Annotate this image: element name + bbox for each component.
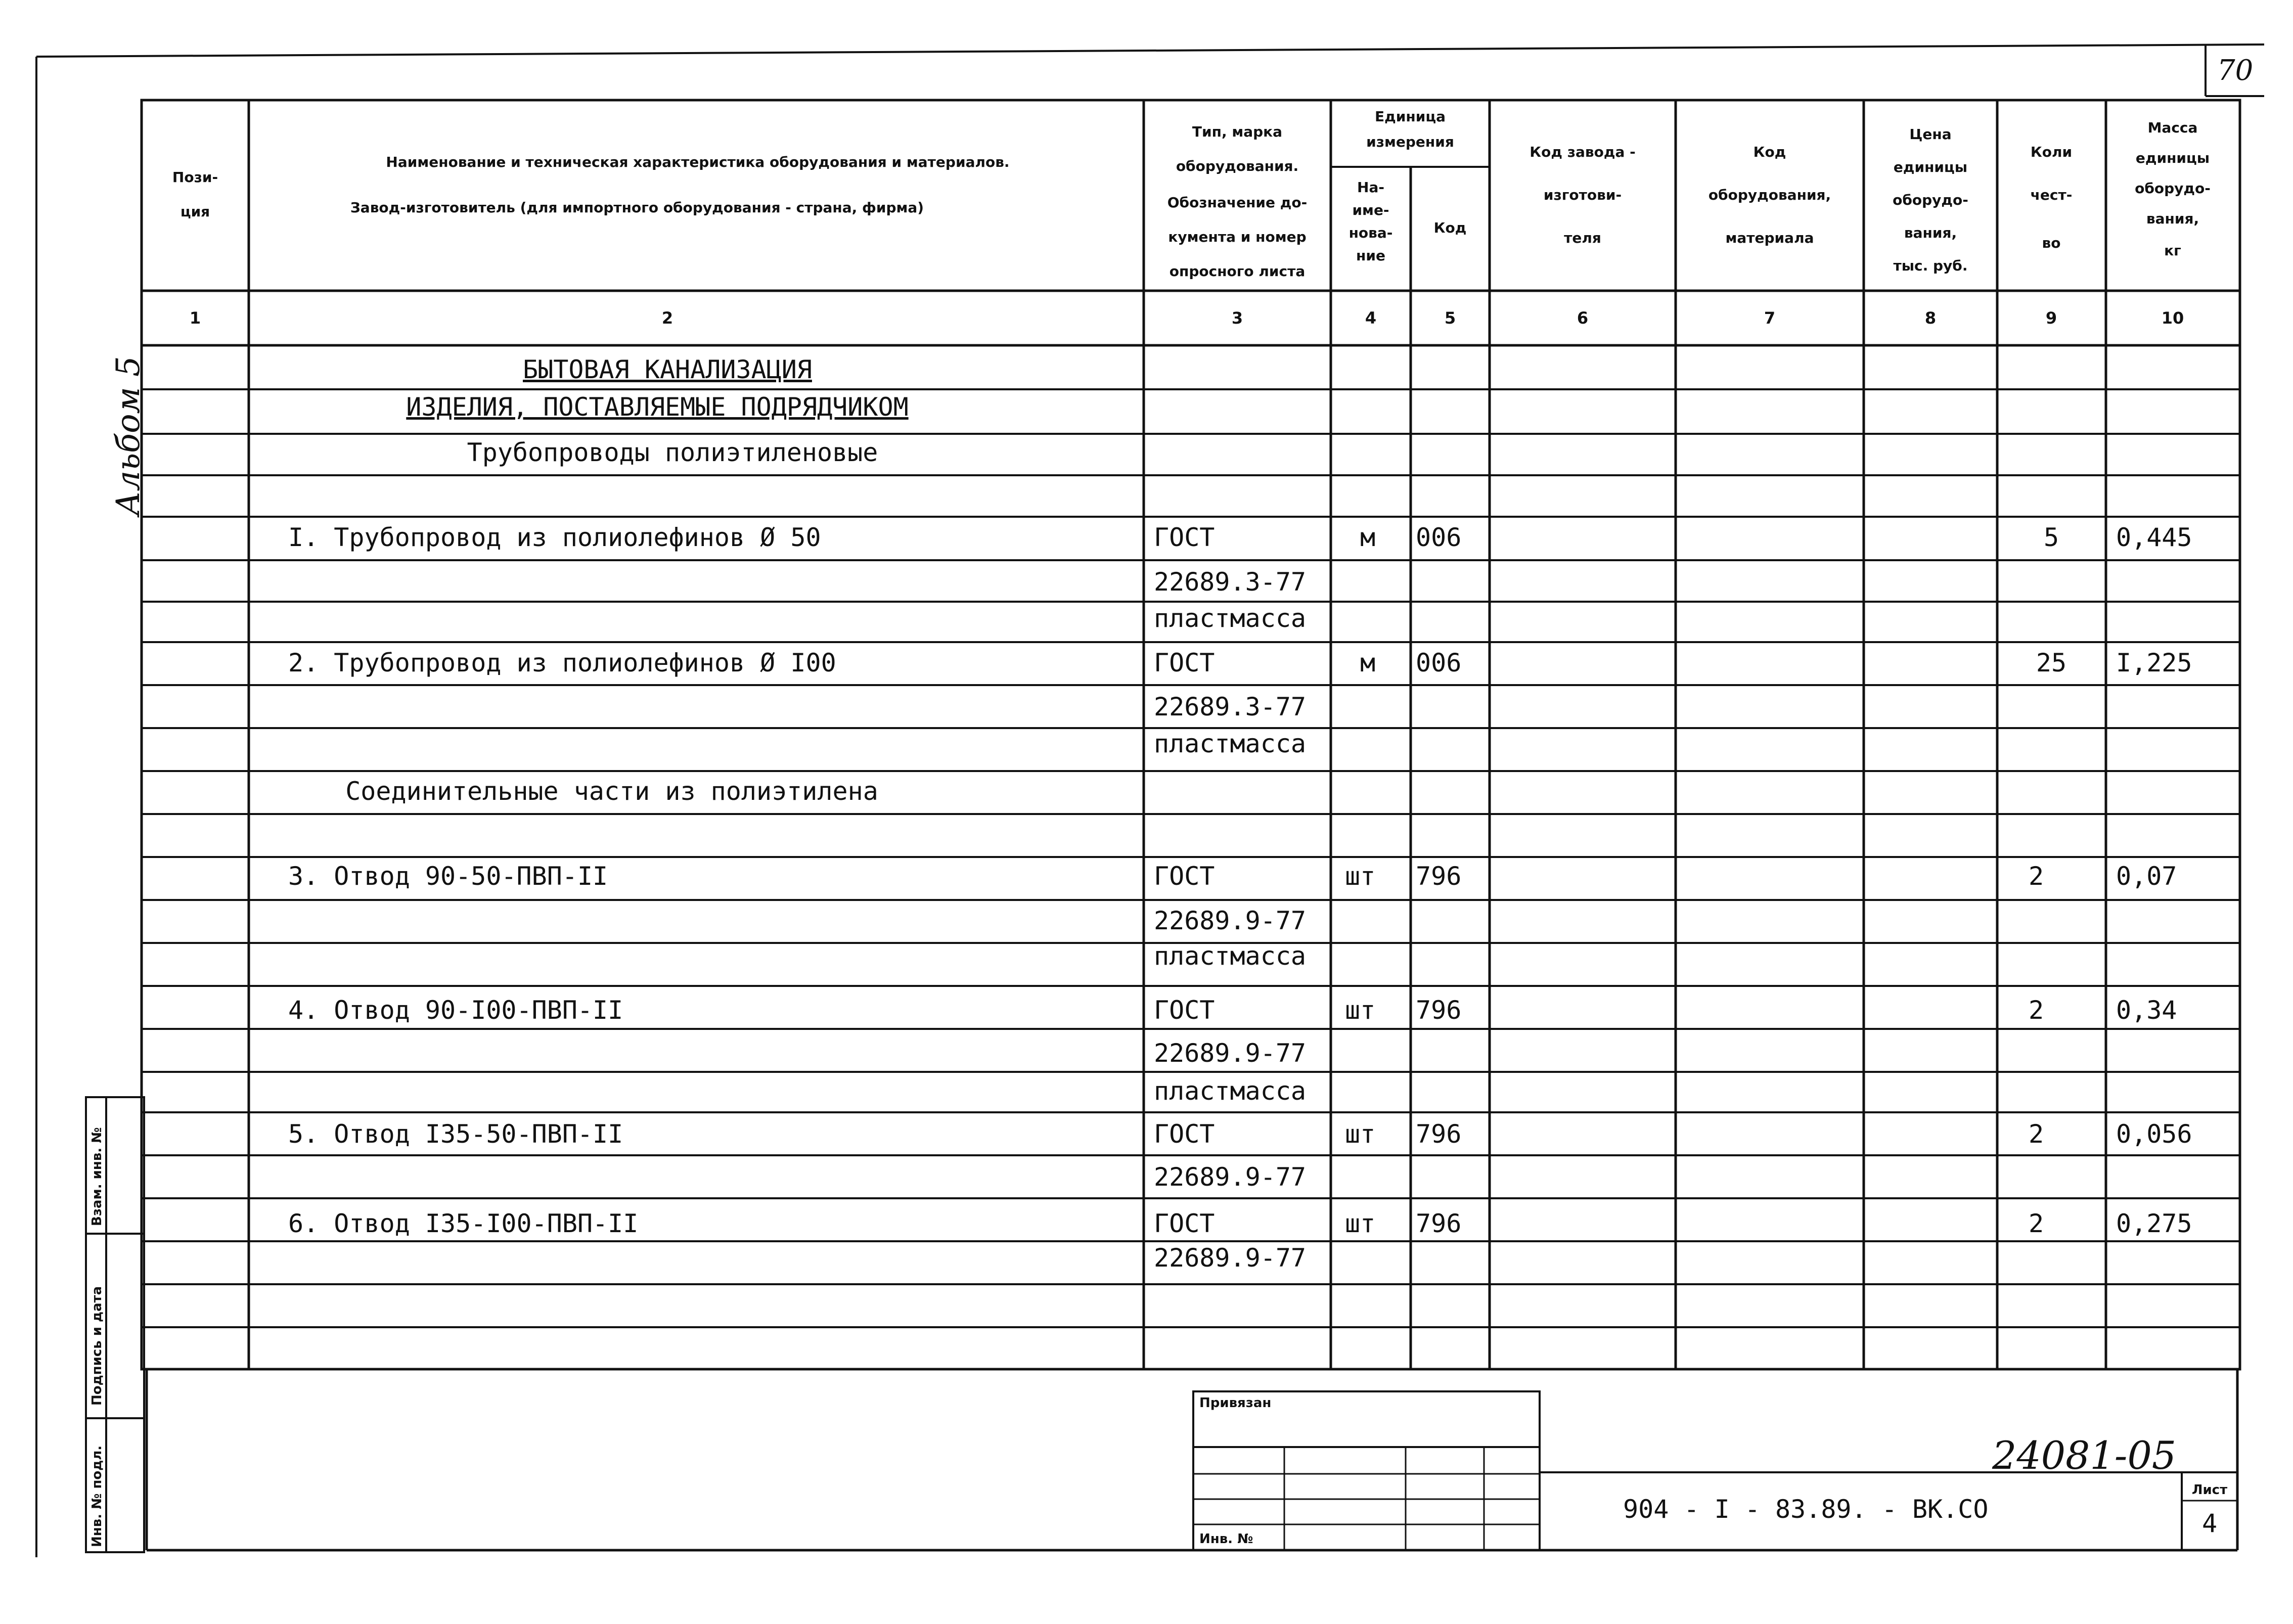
header-col3-line3: Обозначение до- [1167,194,1308,211]
column-number: 2 [661,308,673,328]
header-col9-line2: чест- [2030,187,2073,203]
item-doc-line: 22689.3-77 [1154,567,1307,597]
item-unit-code: 796 [1416,862,1462,891]
header-col7-line1: Код [1753,144,1786,160]
side-stamp-label: Взам. инв. № [89,1127,105,1226]
header-col10-line1: Масса [2147,119,2198,136]
header-col10-line4: вания, [2146,210,2199,227]
header-col5: Код [1433,219,1467,236]
item-quantity: 2 [2028,996,2044,1025]
item-doc-line: 22689.9-77 [1154,1162,1307,1192]
sheet-number: 4 [2201,1509,2218,1538]
header-col8-line4: вания, [1904,224,1957,241]
inventory-number-label: Инв. № [1199,1531,1253,1547]
item-name: 4. Отвод 90-I00-ПВП-II [288,996,623,1025]
header-col8-line5: тыс. руб. [1893,257,1968,274]
privyazan-label: Привязан [1199,1395,1272,1411]
header-col6-line2: изготови- [1543,187,1622,203]
item-doc-line: 22689.9-77 [1154,1039,1307,1068]
header-col6-line3: теля [1564,230,1601,246]
item-doc-line: 22689.9-77 [1154,906,1307,935]
table-row [288,996,2177,1106]
column-number: 1 [189,308,201,328]
section-title-contractor-items: ИЗДЕЛИЯ, ПОСТАВЛЯЕМЫЕ ПОДРЯДЧИКОМ [406,392,909,422]
side-stamp [86,1097,144,1552]
item-doc-line: пластмасса [1154,1076,1307,1106]
item-unit-code: 006 [1416,523,1462,552]
header-col4-line2: име- [1352,202,1389,218]
header-col8-line3: оборудо- [1893,192,1968,208]
header-col3-line5: опросного листа [1169,263,1306,280]
item-unit: шт [1345,862,1376,891]
header-col9-line1: Коли [2030,144,2073,160]
item-quantity: 5 [2043,523,2059,552]
item-unit-code: 006 [1416,648,1462,678]
header-col7-line2: оборудования, [1708,187,1831,203]
handwritten-number: 24081-05 [1992,1433,2177,1478]
item-doc-line: пластмасса [1154,604,1307,633]
side-stamp-label: Подпись и дата [89,1286,105,1406]
item-mass: I,225 [2116,648,2192,678]
title-block [147,1369,2237,1550]
header-col9-line3: во [2042,235,2061,251]
item-doc-line: 22689.9-77 [1154,1243,1307,1273]
item-mass: 0,07 [2116,862,2177,891]
table-row [288,648,2192,758]
side-stamp-label: Инв. № подл. [89,1445,105,1547]
item-unit-code: 796 [1416,996,1462,1025]
header-col1-line1: Пози- [172,169,218,186]
header-col3-line1: Тип, марка [1192,123,1283,140]
column-number: 10 [2161,308,2184,328]
column-number-row [190,308,2184,328]
item-unit: шт [1345,996,1376,1025]
item-unit-code: 796 [1416,1209,1462,1238]
item-unit: шт [1345,1119,1376,1149]
header-unit-group-line1: Единица [1375,108,1446,125]
header-col6-line1: Код завода - [1530,144,1636,160]
album-label: Альбом 5 [110,356,147,516]
header-col4-line4: ние [1356,247,1385,264]
header-col7-line3: материала [1725,230,1814,246]
item-name: I. Трубопровод из полиолефинов Ø 50 [288,523,821,552]
section-titles [345,355,908,806]
item-quantity: 2 [2028,862,2044,891]
header-unit-group-line2: измерения [1366,133,1454,150]
column-number: 7 [1764,308,1776,328]
column-number: 3 [1231,308,1243,328]
item-doc-line: ГОСТ [1154,996,1215,1025]
header-col10-line2: единицы [2135,150,2210,166]
item-unit: шт [1345,1209,1376,1238]
header-col8-line2: единицы [1893,159,1968,175]
item-doc-line: 22689.3-77 [1154,692,1307,721]
header-col2-line1: Наименование и техническая характеристика оборудования и материалов. [386,154,1010,170]
item-doc-line: ГОСТ [1154,862,1215,891]
section-title-household-sewer: БЫТОВАЯ КАНАЛИЗАЦИЯ [523,355,812,384]
column-number: 6 [1577,308,1589,328]
item-mass: 0,445 [2116,523,2192,552]
header-col3-line4: кумента и номер [1168,229,1307,245]
item-unit: м [1360,523,1376,552]
item-name: 2. Трубопровод из полиолефинов Ø I00 [288,648,836,678]
item-mass: 0,34 [2116,996,2177,1025]
header-col10-line3: оборудо- [2135,180,2211,197]
item-doc-line: пластмасса [1154,941,1307,971]
item-mass: 0,056 [2116,1119,2192,1149]
column-number: 9 [2045,308,2057,328]
sheet-label: Лист [2191,1482,2228,1498]
table-row [288,862,2177,971]
item-name: 5. Отвод I35-50-ПВП-II [288,1119,623,1149]
header-col4-line3: нова- [1348,224,1393,241]
section-title-pe-pipelines: Трубопроводы полиэтиленовые [467,438,878,467]
section-title-pe-fittings: Соединительные части из полиэтилена [345,777,878,806]
table-header [172,108,2211,280]
item-quantity: 2 [2028,1209,2044,1238]
header-col3-line2: оборудования. [1176,158,1299,174]
item-doc-line: ГОСТ [1154,648,1215,678]
page-number-mark: 70 [2217,54,2254,87]
item-unit: м [1360,648,1376,678]
item-doc-line: ГОСТ [1154,523,1215,552]
item-doc-line: ГОСТ [1154,1119,1215,1149]
item-quantity: 2 [2028,1119,2044,1149]
header-col10-line5: кг [2164,242,2181,259]
column-number: 5 [1444,308,1456,328]
column-number: 8 [1924,308,1937,328]
header-col8-line1: Цена [1909,126,1952,143]
item-doc-line: ГОСТ [1154,1209,1215,1238]
item-name: 6. Отвод I35-I00-ПВП-II [288,1209,639,1238]
item-mass: 0,275 [2116,1209,2192,1238]
table-row [288,523,2192,633]
column-number: 4 [1365,308,1377,328]
item-quantity: 25 [2036,648,2067,678]
header-col2-line2: Завод-изготовитель (для импортного оборудования - страна, фирма) [350,199,924,216]
header-col4-line1: На- [1357,179,1384,196]
item-doc-line: пластмасса [1154,729,1307,758]
item-unit-code: 796 [1416,1119,1462,1149]
document-code: 904 - I - 83.89. - ВК.СО [1623,1495,1989,1524]
header-col1-line2: ция [180,203,210,220]
item-name: 3. Отвод 90-50-ПВП-II [288,862,608,891]
